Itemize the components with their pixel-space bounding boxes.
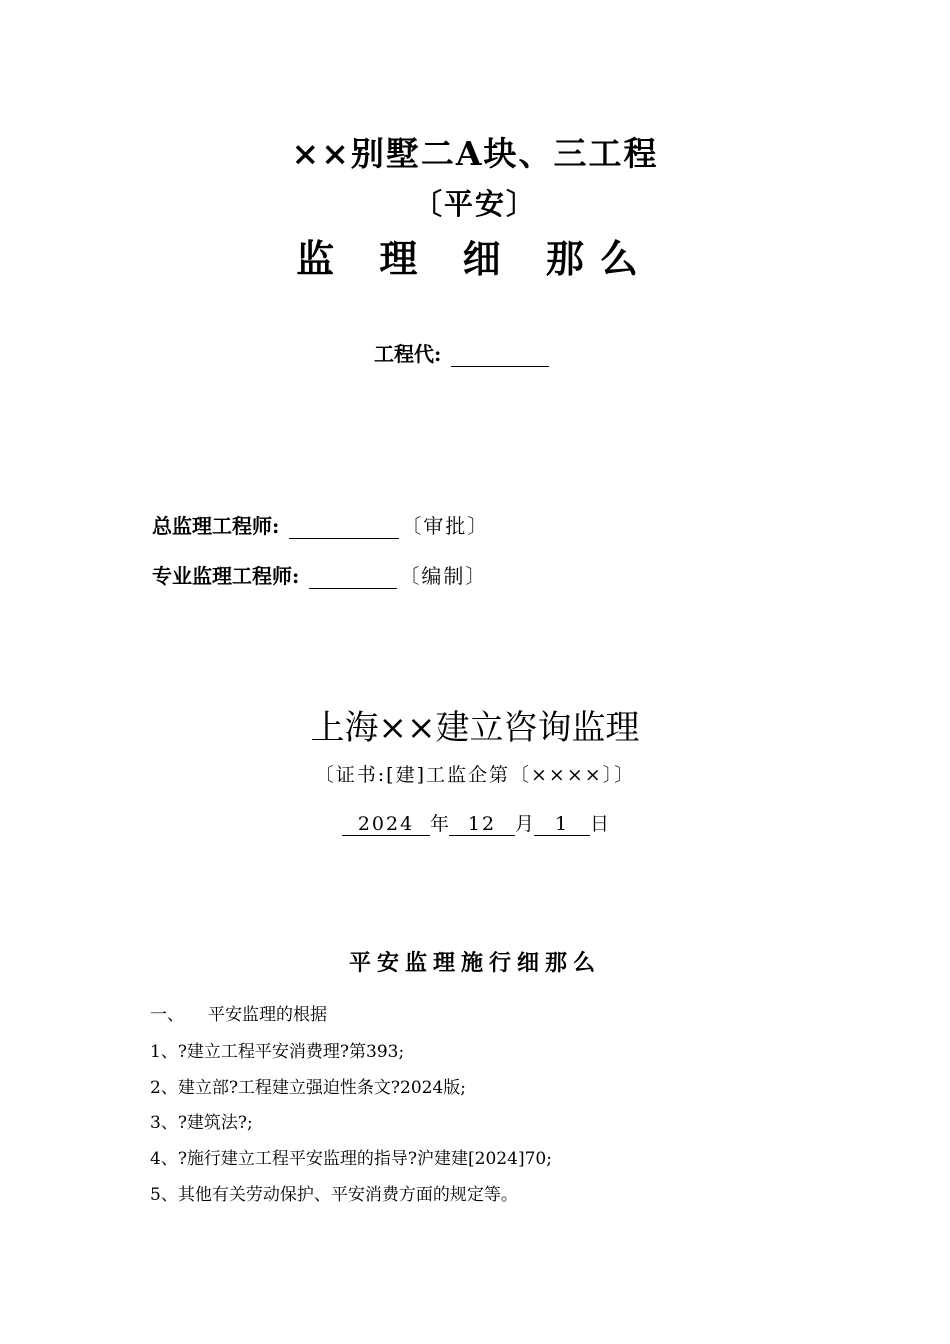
document-type-title: 监 理 细 那么 (296, 236, 654, 281)
certificate-number: 〔证书:[建]工监企第〔××××〕〕 (314, 764, 636, 786)
list-item: 4、?施行建立工程平安监理的指导?沪建建[2024]70; (150, 1149, 552, 1169)
list-item: 2、建立部?工程建立强迫性条文?2024版; (150, 1078, 467, 1098)
document-date (342, 809, 609, 836)
date-day: 1 (534, 813, 590, 836)
basis-heading-text: 平安监理的根据 (208, 1005, 327, 1025)
project-code-blank (451, 344, 549, 367)
basis-heading (150, 1000, 327, 1025)
date-month-unit: 月 (515, 813, 535, 835)
specialist-supervisor-label: 专业监理工程师: (152, 564, 300, 588)
list-item: 3、?建筑法?; (150, 1113, 253, 1133)
basis-heading-number: 一、 (150, 1005, 184, 1025)
document-subtitle: 〔平安〕 (412, 187, 537, 221)
date-day-unit: 日 (590, 813, 610, 835)
document-title: ××别墅二A块、三工程 (291, 134, 659, 173)
section-title: 平安监理施行细那么 (348, 950, 601, 976)
date-year: 2024 (342, 813, 430, 836)
project-code-label: 工程代: (374, 342, 442, 366)
date-month: 12 (449, 813, 515, 836)
list-item: 1、?建立工程平安消费理?第393; (150, 1042, 405, 1062)
chief-supervisor-row (152, 510, 489, 539)
chief-supervisor-note: 〔审批〕 (401, 514, 490, 538)
list-item: 5、其他有关劳动保护、平安消费方面的规定等。 (150, 1185, 518, 1205)
chief-supervisor-blank (289, 516, 399, 539)
company-name: 上海××建立咨询监理 (310, 708, 640, 748)
specialist-supervisor-blank (309, 566, 397, 589)
project-code-row (374, 338, 549, 367)
specialist-supervisor-row (152, 560, 487, 589)
date-year-unit: 年 (430, 813, 450, 835)
chief-supervisor-label: 总监理工程师: (152, 514, 280, 538)
specialist-supervisor-note: 〔编制〕 (399, 564, 488, 588)
